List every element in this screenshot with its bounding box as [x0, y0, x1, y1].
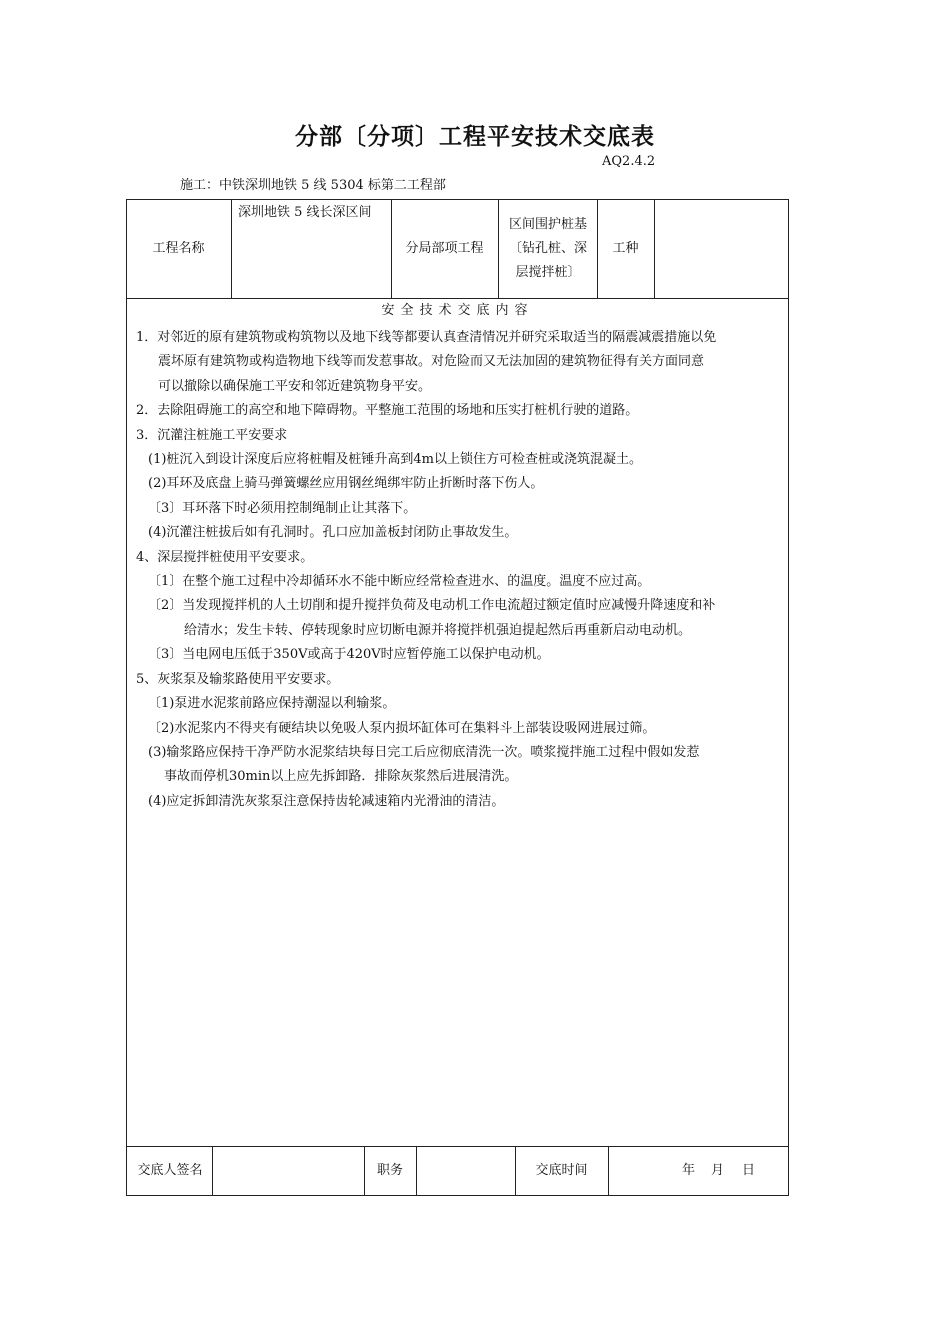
content-line: 事故而停机30min以上应先拆卸路．排除灰浆然后进展清洗。 [164, 769, 518, 785]
construction-unit: 施工：中铁深圳地铁 5 线 5304 标第二工程部 [180, 178, 446, 193]
content-line: 〔3〕耳环落下时必须用控制绳制止让其落下。 [148, 500, 417, 516]
info-divider-1 [231, 199, 232, 298]
content-line: 〔1〕在整个施工过程中冷却循环水不能中断应经常检查进水、的温度。温度不应过高。 [148, 574, 651, 590]
form-code: AQ2.4.2 [602, 154, 656, 169]
position-value [416, 1146, 515, 1196]
content-line: (2)耳环及底盘上骑马弹簧螺丝应用钢丝绳绑牢防止折断时落下伤人。 [148, 476, 544, 492]
content-line: 1．对邻近的原有建筑物或构筑物以及地下线等都要认真查清情况并研究采取适当的隔震减震措施以免 [136, 330, 717, 345]
content-line: 3．沉灌注桩施工平安要求 [136, 427, 288, 443]
info-row-bottom-border [126, 298, 789, 299]
content-line: (4)应定拆卸清洗灰浆泵注意保持齿轮减速箱内光滑油的清洁。 [148, 793, 505, 809]
content-line: 5、灰浆泵及输浆路使用平安要求。 [136, 671, 340, 687]
position-label: 职务 [376, 1163, 403, 1178]
date-year: 年 [681, 1163, 695, 1178]
content-line: 2．去除阻碍施工的高空和地下障碍物。平整施工范围的场地和压实打桩机行驶的道路。 [136, 403, 639, 419]
trade-value [654, 199, 789, 298]
date-day: 日 [742, 1163, 756, 1178]
content-line: 给清水；发生卡转、停转现象时应切断电源并将搅拌机强迫提起然后再重新启动电动机。 [184, 622, 692, 638]
sub-project-label: 分局部项工程 [405, 240, 484, 256]
section-title: 安全技术交底内容 [381, 303, 534, 318]
content-line: 震坏原有建筑物或构造物地下线等而发惹事故。对危险而又无法加固的建筑物征得有关方面同意 [158, 354, 705, 370]
date-month: 月 [710, 1163, 724, 1178]
content-line: 〔2〕当发现搅拌机的人土切削和提升搅拌负荷及电动机工作电流超过额定值时应减慢升降速度和补 [148, 598, 716, 614]
document-title: 分部〔分项〕工程平安技术交底表 [295, 123, 655, 150]
content-line: (3)输浆路应保持干净严防水泥浆结块每日完工后应彻底清洗一次。喷浆搅拌施工过程中假如发惹 [148, 744, 700, 760]
content-line: 4、深层搅拌桩使用平安要求。 [136, 549, 314, 565]
trade-label: 工种 [612, 240, 639, 256]
project-name-label: 工程名称 [152, 240, 205, 256]
content-line: 〔1)泵进水泥浆前路应保持潮湿以利输浆。 [148, 696, 396, 712]
content-line: 〔2)水泥浆内不得夹有硬结块以免吸人泵内损坏缸体可在集料斗上部装设吸网进展过筛。 [148, 720, 656, 736]
content-line: (4)沉灌注桩拔后如有孔洞时。孔口应加盖板封闭防止事故发生。 [148, 525, 518, 541]
content-body [136, 326, 781, 814]
date-value [608, 1146, 789, 1196]
time-label: 交底时间 [535, 1163, 588, 1178]
signer-label: 交底人签名 [137, 1163, 203, 1178]
sub-project-value: 区间围护桩基〔钻孔桩、深层搅拌桩〕 [508, 216, 587, 280]
content-line: (1)桩沉入到设计深度后应将桩帽及桩锤升高到4m以上锁住方可检查桩或浇筑混凝土。 [148, 452, 643, 468]
project-name-value: 深圳地铁 5 线长深区间 [238, 205, 372, 220]
signer-value [212, 1146, 364, 1196]
content-line: 可以撤除以确保施工平安和邻近建筑物身平安。 [158, 378, 432, 394]
content-line: 〔3〕当电网电压低于350V或高于420V时应暂停施工以保护电动机。 [148, 647, 550, 663]
info-divider-3 [498, 199, 499, 298]
